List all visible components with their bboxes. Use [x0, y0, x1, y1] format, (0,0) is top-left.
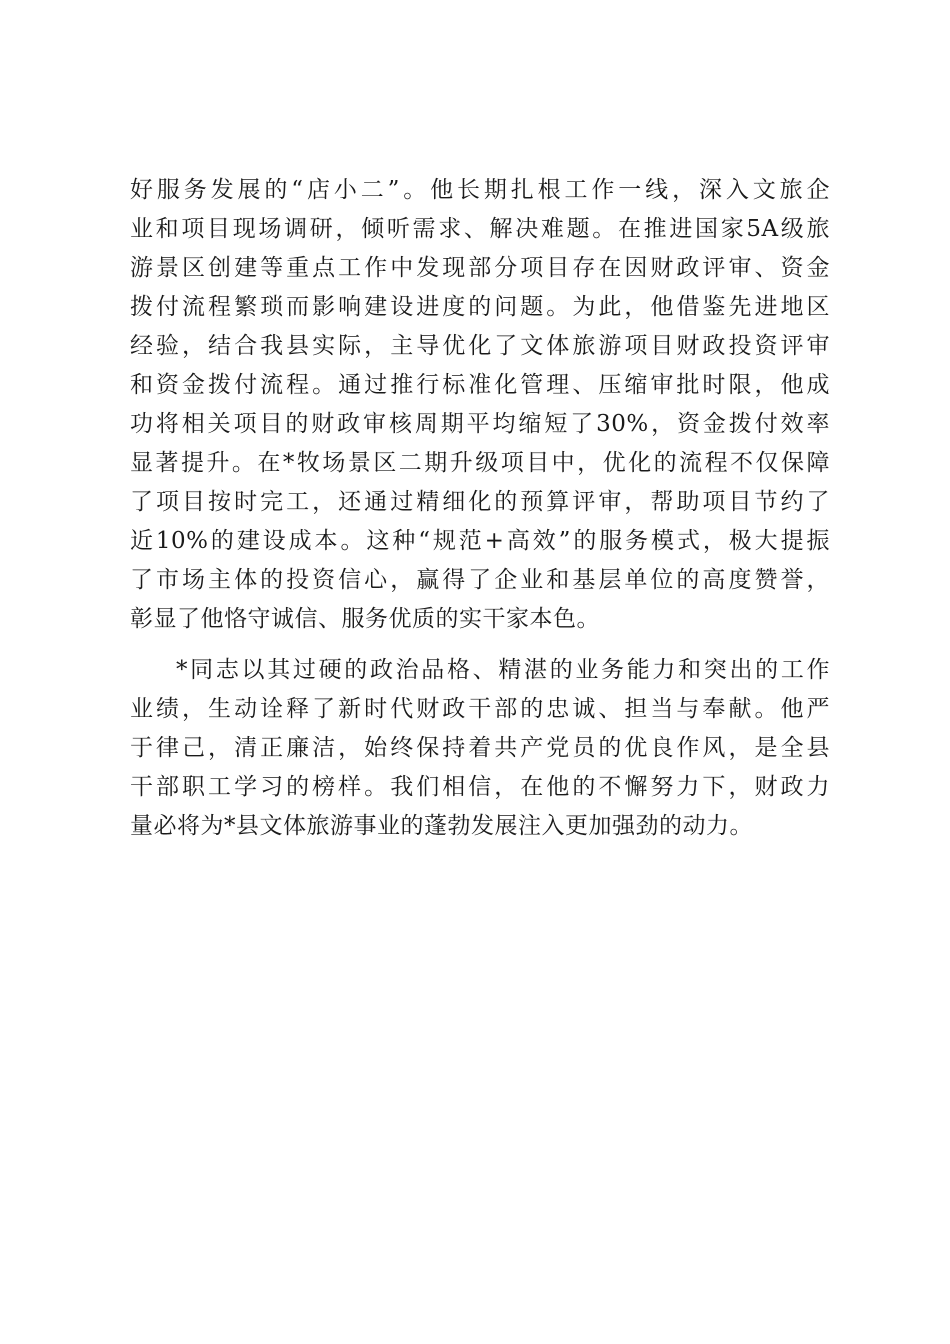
paragraph-line: 业绩，生动诠释了新时代财政干部的忠诚、担当与奉献。他严 [130, 696, 830, 722]
paragraph-line: 量必将为*县文体旅游事业的蓬勃发展注入更加强劲的动力。 [130, 813, 753, 839]
paragraph-line: *同志以其过硬的政治品格、精湛的业务能力和突出的工作 [176, 657, 830, 683]
paragraph-line: 显著提升。在*牧场景区二期升级项目中，优化的流程不仅保障 [130, 450, 830, 476]
paragraph-line: 拨付流程繁琐而影响建设进度的问题。为此，他借鉴先进地区 [130, 294, 830, 320]
paragraph-line: 和资金拨付流程。通过推行标准化管理、压缩审批时限，他成 [130, 372, 830, 398]
paragraph-line: 游景区创建等重点工作中发现部分项目存在因财政评审、资金 [130, 255, 830, 281]
paragraph-2 [130, 651, 830, 846]
paragraph-line: 了市场主体的投资信心，赢得了企业和基层单位的高度赞誉， [130, 567, 830, 593]
paragraph-line: 功将相关项目的财政审核周期平均缩短了30%，资金拨付效率 [130, 411, 830, 437]
paragraph-line: 了项目按时完工，还通过精细化的预算评审，帮助项目节约了 [130, 489, 830, 515]
paragraph-spacer [130, 639, 830, 651]
paragraph-line: 于律己，清正廉洁，始终保持着共产党员的优良作风，是全县 [130, 735, 830, 761]
paragraph-line: 彰显了他恪守诚信、服务优质的实干家本色。 [130, 606, 600, 632]
paragraph-line: 干部职工学习的榜样。我们相信，在他的不懈努力下，财政力 [130, 774, 830, 800]
paragraph-line: 好服务发展的“店小二”。他长期扎根工作一线，深入文旅企 [130, 177, 830, 203]
paragraph-line: 经验，结合我县实际，主导优化了文体旅游项目财政投资评审 [130, 333, 830, 359]
paragraph-line: 近10%的建设成本。这种“规范+高效”的服务模式，极大提振 [130, 528, 830, 554]
paragraph-line: 业和项目现场调研，倾听需求、解决难题。在推进国家5A级旅 [130, 216, 830, 242]
document-body [130, 171, 830, 846]
paragraph-1 [130, 171, 830, 639]
